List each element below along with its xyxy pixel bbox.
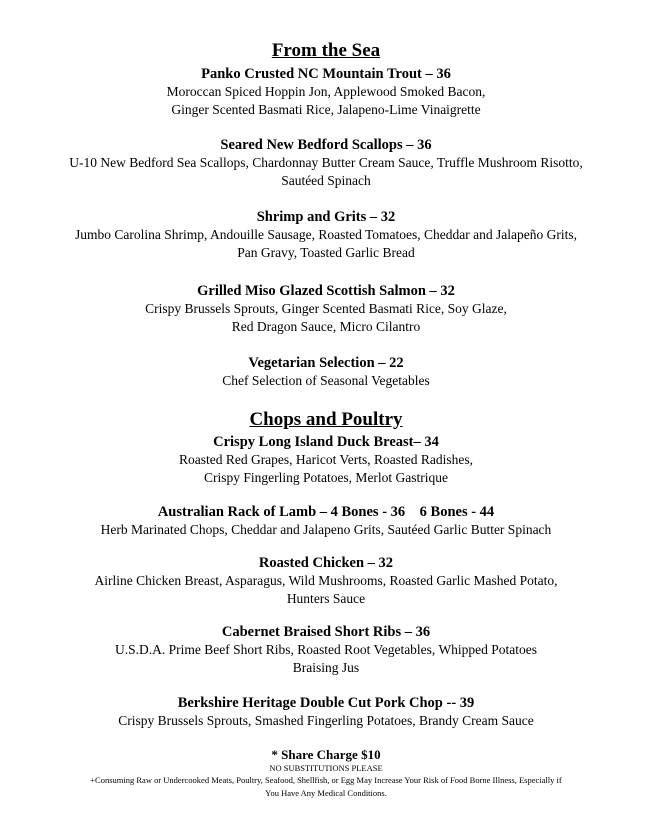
menu-item-lamb [0,503,652,539]
menu-item-vegetarian [0,354,652,390]
item-description: Crispy Brussels Sprouts, Smashed Fingerling Potatoes, Brandy Cream Sauce [118,713,534,728]
item-name: Australian Rack of Lamb – 4 Bones - 36 6 Bones - 44 [157,504,495,520]
item-description: U.S.D.A. Prime Beef Short Ribs, Roasted Root Vegetables, Whipped Potatoes Braising Jus [114,642,538,675]
item-description: Jumbo Carolina Shrimp, Andouille Sausage, Roasted Tomatoes, Cheddar and Jalapeño Grits, Pan Gravy, Toasted Garlic Bread [75,227,577,260]
item-description: Moroccan Spiced Hoppin Jon, Applewood Smoked Bacon, Ginger Scented Basmati Rice, Jalapeno-Lime Vinaigrette [166,84,486,117]
item-name: Grilled Miso Glazed Scottish Salmon – 32 [197,283,455,299]
item-name: Panko Crusted NC Mountain Trout – 36 [201,66,451,82]
item-name: Crispy Long Island Duck Breast– 34 [213,434,439,450]
item-name: Seared New Bedford Scallops – 36 [220,137,432,153]
menu-item-shrimp-grits [0,208,652,262]
food-safety-warning: +Consuming Raw or Undercooked Meats, Poultry, Seafood, Shellfish, or Egg May Increase Your Risk of Food Borne Illness, Especially if You Have Any Medical Conditions. [90,775,562,798]
section-title-chops-and-poultry: Chops and Poultry [249,409,403,430]
menu-item-chicken [0,554,652,608]
menu-item-short-ribs [0,623,652,677]
item-description: Roasted Red Grapes, Haricot Verts, Roasted Radishes, Crispy Fingerling Potatoes, Merlot Gastrique [178,452,474,485]
item-name: Roasted Chicken – 32 [258,555,394,571]
section-title-from-the-sea: From the Sea [271,40,381,61]
share-charge: * Share Charge $10 [271,747,381,762]
item-name: Cabernet Braised Short Ribs – 36 [221,624,431,640]
item-description: Herb Marinated Chops, Cheddar and Jalapeno Grits, Sautéed Garlic Butter Spinach [100,522,552,537]
item-description: Chef Selection of Seasonal Vegetables [222,373,430,388]
menu-item-pork-chop [0,694,652,730]
item-name: Vegetarian Selection – 22 [248,355,404,371]
item-name: Berkshire Heritage Double Cut Pork Chop -- 39 [177,695,475,711]
menu-item-duck [0,433,652,487]
item-name: Shrimp and Grits – 32 [256,209,396,225]
item-description: Crispy Brussels Sprouts, Ginger Scented Basmati Rice, Soy Glaze, Red Dragon Sauce, Micro Cilantro [145,301,507,334]
no-substitutions-note: NO SUBSTITUTIONS PLEASE [269,763,383,773]
menu-item-trout [0,65,652,119]
item-description: U-10 New Bedford Sea Scallops, Chardonnay Butter Cream Sauce, Truffle Mushroom Risotto, Sautéed Spinach [69,155,583,188]
menu-item-salmon [0,282,652,336]
menu-item-scallops [0,136,652,190]
item-description: Airline Chicken Breast, Asparagus, Wild Mushrooms, Roasted Garlic Mashed Potato, Hunters Sauce [94,573,558,606]
menu-footer [0,746,652,800]
